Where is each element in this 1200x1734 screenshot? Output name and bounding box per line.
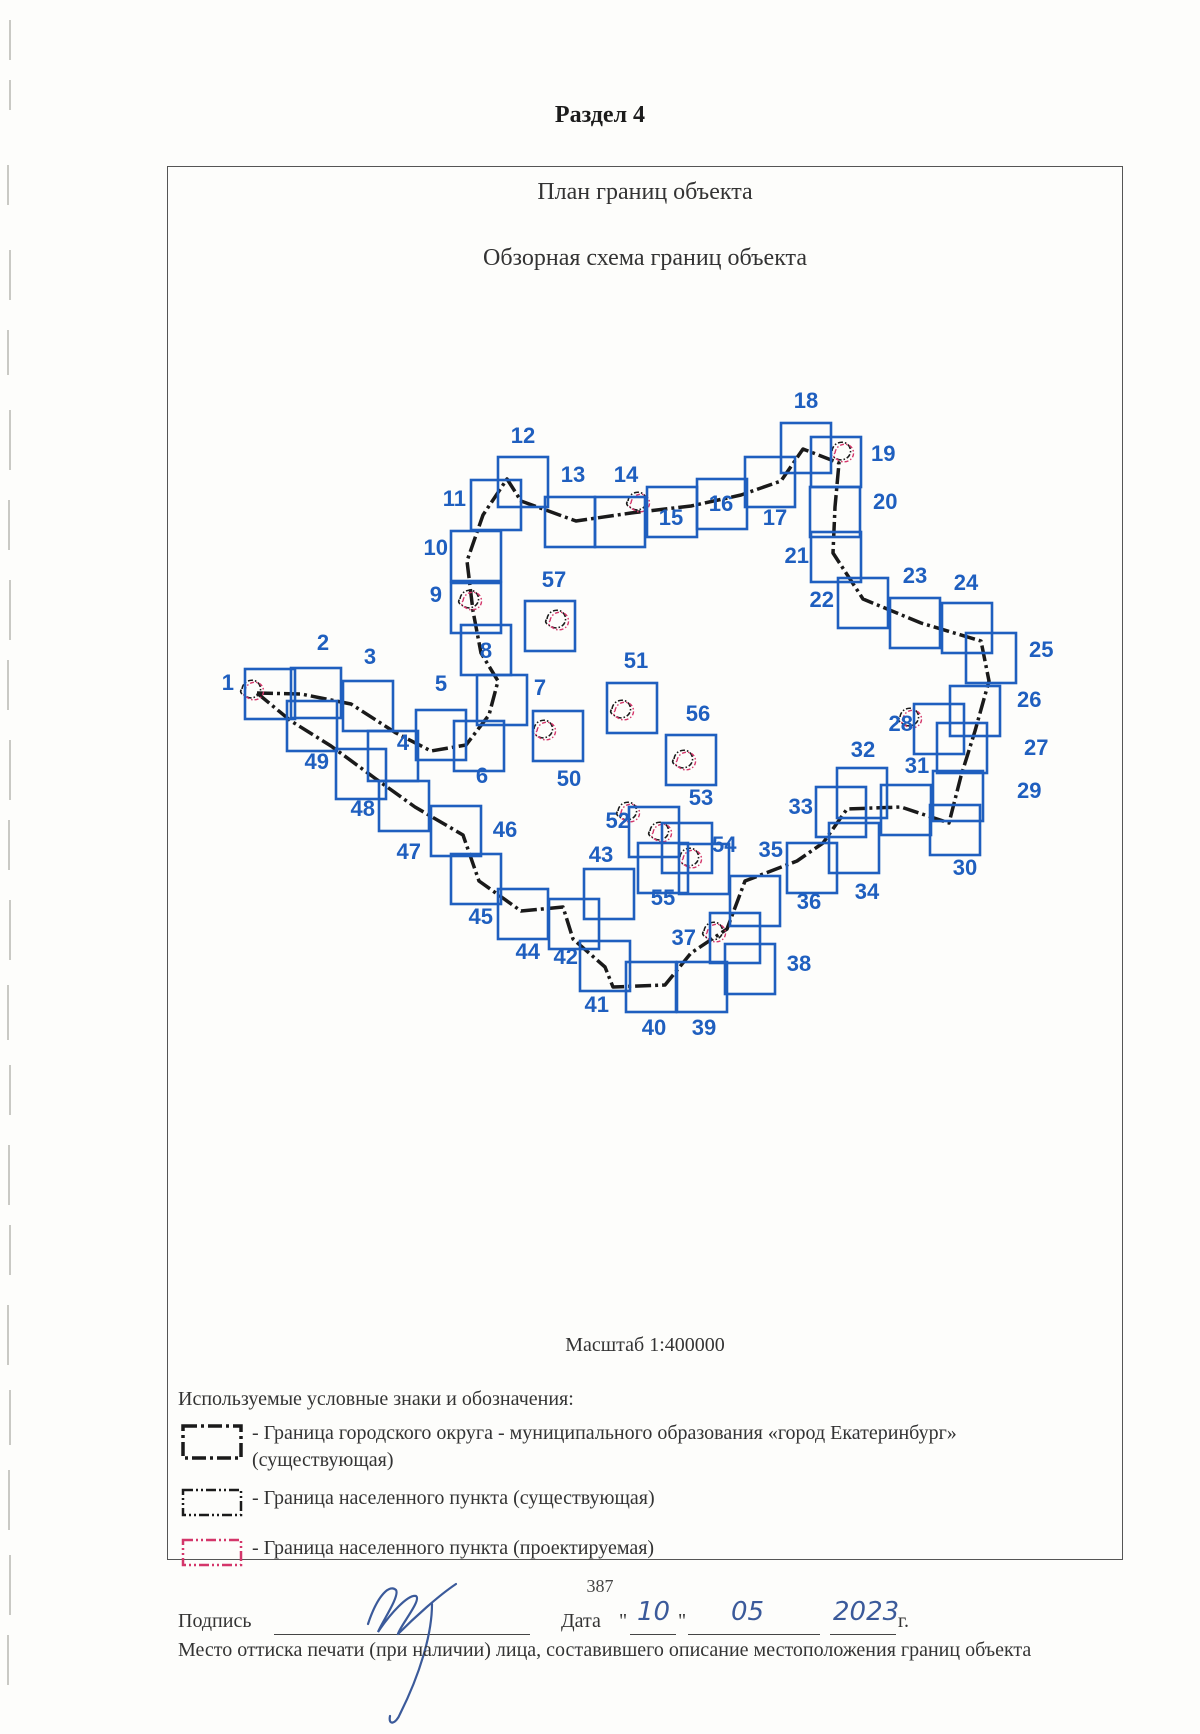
map-sheet-5 bbox=[416, 710, 466, 760]
map-sheet-label-22: 22 bbox=[809, 587, 834, 612]
map-sheet-label-35: 35 bbox=[758, 837, 783, 862]
map-sheet-label-13: 13 bbox=[560, 462, 586, 487]
map-sheet-label-9: 9 bbox=[429, 582, 442, 607]
map-sheet-label-25: 25 bbox=[1029, 637, 1054, 662]
scheme-title: Обзорная схема границ объекта bbox=[483, 245, 807, 271]
date-close-quote: " bbox=[678, 1610, 687, 1632]
map-sheet-label-6: 6 bbox=[475, 763, 489, 788]
map-sheet-13 bbox=[545, 497, 595, 547]
map-sheet-label-19: 19 bbox=[871, 441, 896, 466]
month-line bbox=[688, 1634, 820, 1635]
legend-text-city-boundary: - Граница городского округа - муниципального образования «город Екатеринбург» (существующая) bbox=[252, 1422, 957, 1471]
legend-text-settlement-boundary: - Граница населенного пункта (существующая) bbox=[252, 1487, 655, 1509]
map-sheet-label-46: 46 bbox=[492, 817, 518, 842]
signature-label: Подпись bbox=[178, 1610, 252, 1632]
map-sheet-45 bbox=[451, 854, 501, 904]
map-sheet-44 bbox=[498, 889, 548, 939]
map-sheet-label-7: 7 bbox=[533, 675, 547, 700]
map-sheet-label-39: 39 bbox=[691, 1015, 717, 1040]
map-sheet-label-57: 57 bbox=[541, 567, 567, 592]
map-sheet-label-34: 34 bbox=[854, 879, 880, 904]
map-sheet-label-11: 11 bbox=[442, 486, 466, 511]
map-sheet-label-32: 32 bbox=[850, 737, 876, 762]
map-sheet-label-3: 3 bbox=[363, 644, 377, 669]
map-sheet-7 bbox=[477, 675, 527, 725]
date-month: 05 bbox=[731, 1597, 765, 1627]
plan-title: План границ объекта bbox=[537, 179, 753, 205]
map-sheet-label-56: 56 bbox=[685, 701, 711, 726]
map-sheet-label-49: 49 bbox=[304, 749, 329, 774]
date-year: 2023 bbox=[833, 1597, 900, 1627]
map-sheet-33 bbox=[816, 787, 866, 837]
map-sheet-label-21: 21 bbox=[784, 543, 809, 568]
map-sheet-label-27: 27 bbox=[1024, 735, 1049, 760]
date-day: 10 bbox=[637, 1597, 671, 1627]
map-sheet-label-14: 14 bbox=[613, 462, 639, 487]
map-sheet-27 bbox=[937, 723, 987, 773]
map-sheet-label-12: 12 bbox=[510, 423, 536, 448]
map-sheet-29 bbox=[933, 771, 983, 821]
map-sheet-label-10: 10 bbox=[423, 535, 448, 560]
map-sheet-label-4: 4 bbox=[396, 730, 410, 755]
stamp-place-text: Место оттиска печати (при наличии) лица, составившего описание местоположения границ объекта bbox=[178, 1639, 1032, 1661]
map-sheet-37 bbox=[710, 913, 760, 963]
map-sheet-43 bbox=[584, 869, 634, 919]
scale-label: Масштаб 1:400000 bbox=[565, 1334, 725, 1356]
map-sheet-39 bbox=[677, 962, 727, 1012]
page-number: 387 bbox=[586, 1576, 614, 1596]
overview-map bbox=[168, 167, 1122, 1307]
map-sheet-51 bbox=[607, 683, 657, 733]
legend-heading: Используемые условные знаки и обозначения: bbox=[178, 1388, 574, 1410]
map-sheet-label-15: 15 bbox=[658, 505, 684, 530]
map-sheet-label-50: 50 bbox=[556, 766, 582, 791]
map-sheet-label-43: 43 bbox=[588, 842, 614, 867]
map-sheet-label-26: 26 bbox=[1017, 687, 1042, 712]
map-sheet-label-5: 5 bbox=[434, 671, 448, 696]
map-sheet-label-38: 38 bbox=[786, 951, 812, 976]
map-sheet-label-44: 44 bbox=[515, 939, 540, 964]
map-sheet-23 bbox=[890, 598, 940, 648]
map-sheet-14 bbox=[595, 497, 645, 547]
map-sheet-label-41: 41 bbox=[584, 992, 609, 1017]
map-sheet-label-45: 45 bbox=[468, 904, 493, 929]
day-line bbox=[630, 1634, 676, 1635]
map-sheet-label-8: 8 bbox=[479, 638, 493, 663]
map-sheet-46 bbox=[431, 806, 481, 856]
map-sheet-label-20: 20 bbox=[873, 489, 898, 514]
map-sheet-label-31: 31 bbox=[904, 753, 930, 778]
map-sheet-label-53: 53 bbox=[688, 785, 714, 810]
map-sheet-label-55: 55 bbox=[650, 885, 676, 910]
map-sheet-label-30: 30 bbox=[952, 855, 978, 880]
map-sheet-38 bbox=[725, 944, 775, 994]
map-sheet-label-29: 29 bbox=[1017, 778, 1042, 803]
map-sheet-label-54: 54 bbox=[712, 832, 737, 857]
section-title: Раздел 4 bbox=[554, 102, 646, 128]
map-sheet-18 bbox=[781, 423, 831, 473]
settlement-boundary-icon bbox=[180, 1487, 246, 1519]
map-sheet-label-37: 37 bbox=[671, 925, 696, 950]
map-sheet-label-40: 40 bbox=[641, 1015, 667, 1040]
map-sheet-label-48: 48 bbox=[350, 796, 375, 821]
map-sheet-label-1: 1 bbox=[221, 670, 234, 695]
map-sheet-label-18: 18 bbox=[793, 388, 819, 413]
map-sheet-30 bbox=[930, 805, 980, 855]
map-sheet-label-47: 47 bbox=[396, 839, 421, 864]
map-sheet-label-33: 33 bbox=[788, 794, 813, 819]
map-sheet-label-16: 16 bbox=[708, 491, 734, 516]
map-sheet-label-51: 51 bbox=[623, 648, 649, 673]
map-sheet-label-17: 17 bbox=[762, 505, 788, 530]
map-sheet-50 bbox=[533, 711, 583, 761]
map-sheet-3 bbox=[343, 681, 393, 731]
legend-text-projected-boundary: - Граница населенного пункта (проектируемая) bbox=[252, 1537, 655, 1559]
city-boundary-icon bbox=[180, 1422, 246, 1462]
map-sheet-label-24: 24 bbox=[953, 570, 979, 595]
map-sheet-17 bbox=[745, 457, 795, 507]
map-sheet-label-36: 36 bbox=[796, 889, 822, 914]
year-line bbox=[830, 1634, 896, 1635]
map-sheet-label-2: 2 bbox=[316, 630, 330, 655]
map-sheet-22 bbox=[838, 578, 888, 628]
year-suffix: г. bbox=[898, 1610, 909, 1632]
map-sheet-57 bbox=[525, 601, 575, 651]
city-boundary-line bbox=[257, 449, 989, 987]
map-sheet-label-28: 28 bbox=[888, 711, 913, 736]
binding-margin bbox=[0, 0, 34, 1698]
map-sheet-label-23: 23 bbox=[902, 563, 928, 588]
map-sheet-28 bbox=[914, 704, 964, 754]
map-sheet-52 bbox=[629, 807, 679, 857]
date-label: Дата bbox=[561, 1610, 601, 1632]
projected-boundary-icon bbox=[180, 1537, 246, 1569]
map-sheet-label-52: 52 bbox=[605, 808, 630, 833]
map-sheet-12 bbox=[498, 457, 548, 507]
map-sheet-label-42: 42 bbox=[553, 944, 578, 969]
date-open-quote: " bbox=[619, 1610, 628, 1632]
